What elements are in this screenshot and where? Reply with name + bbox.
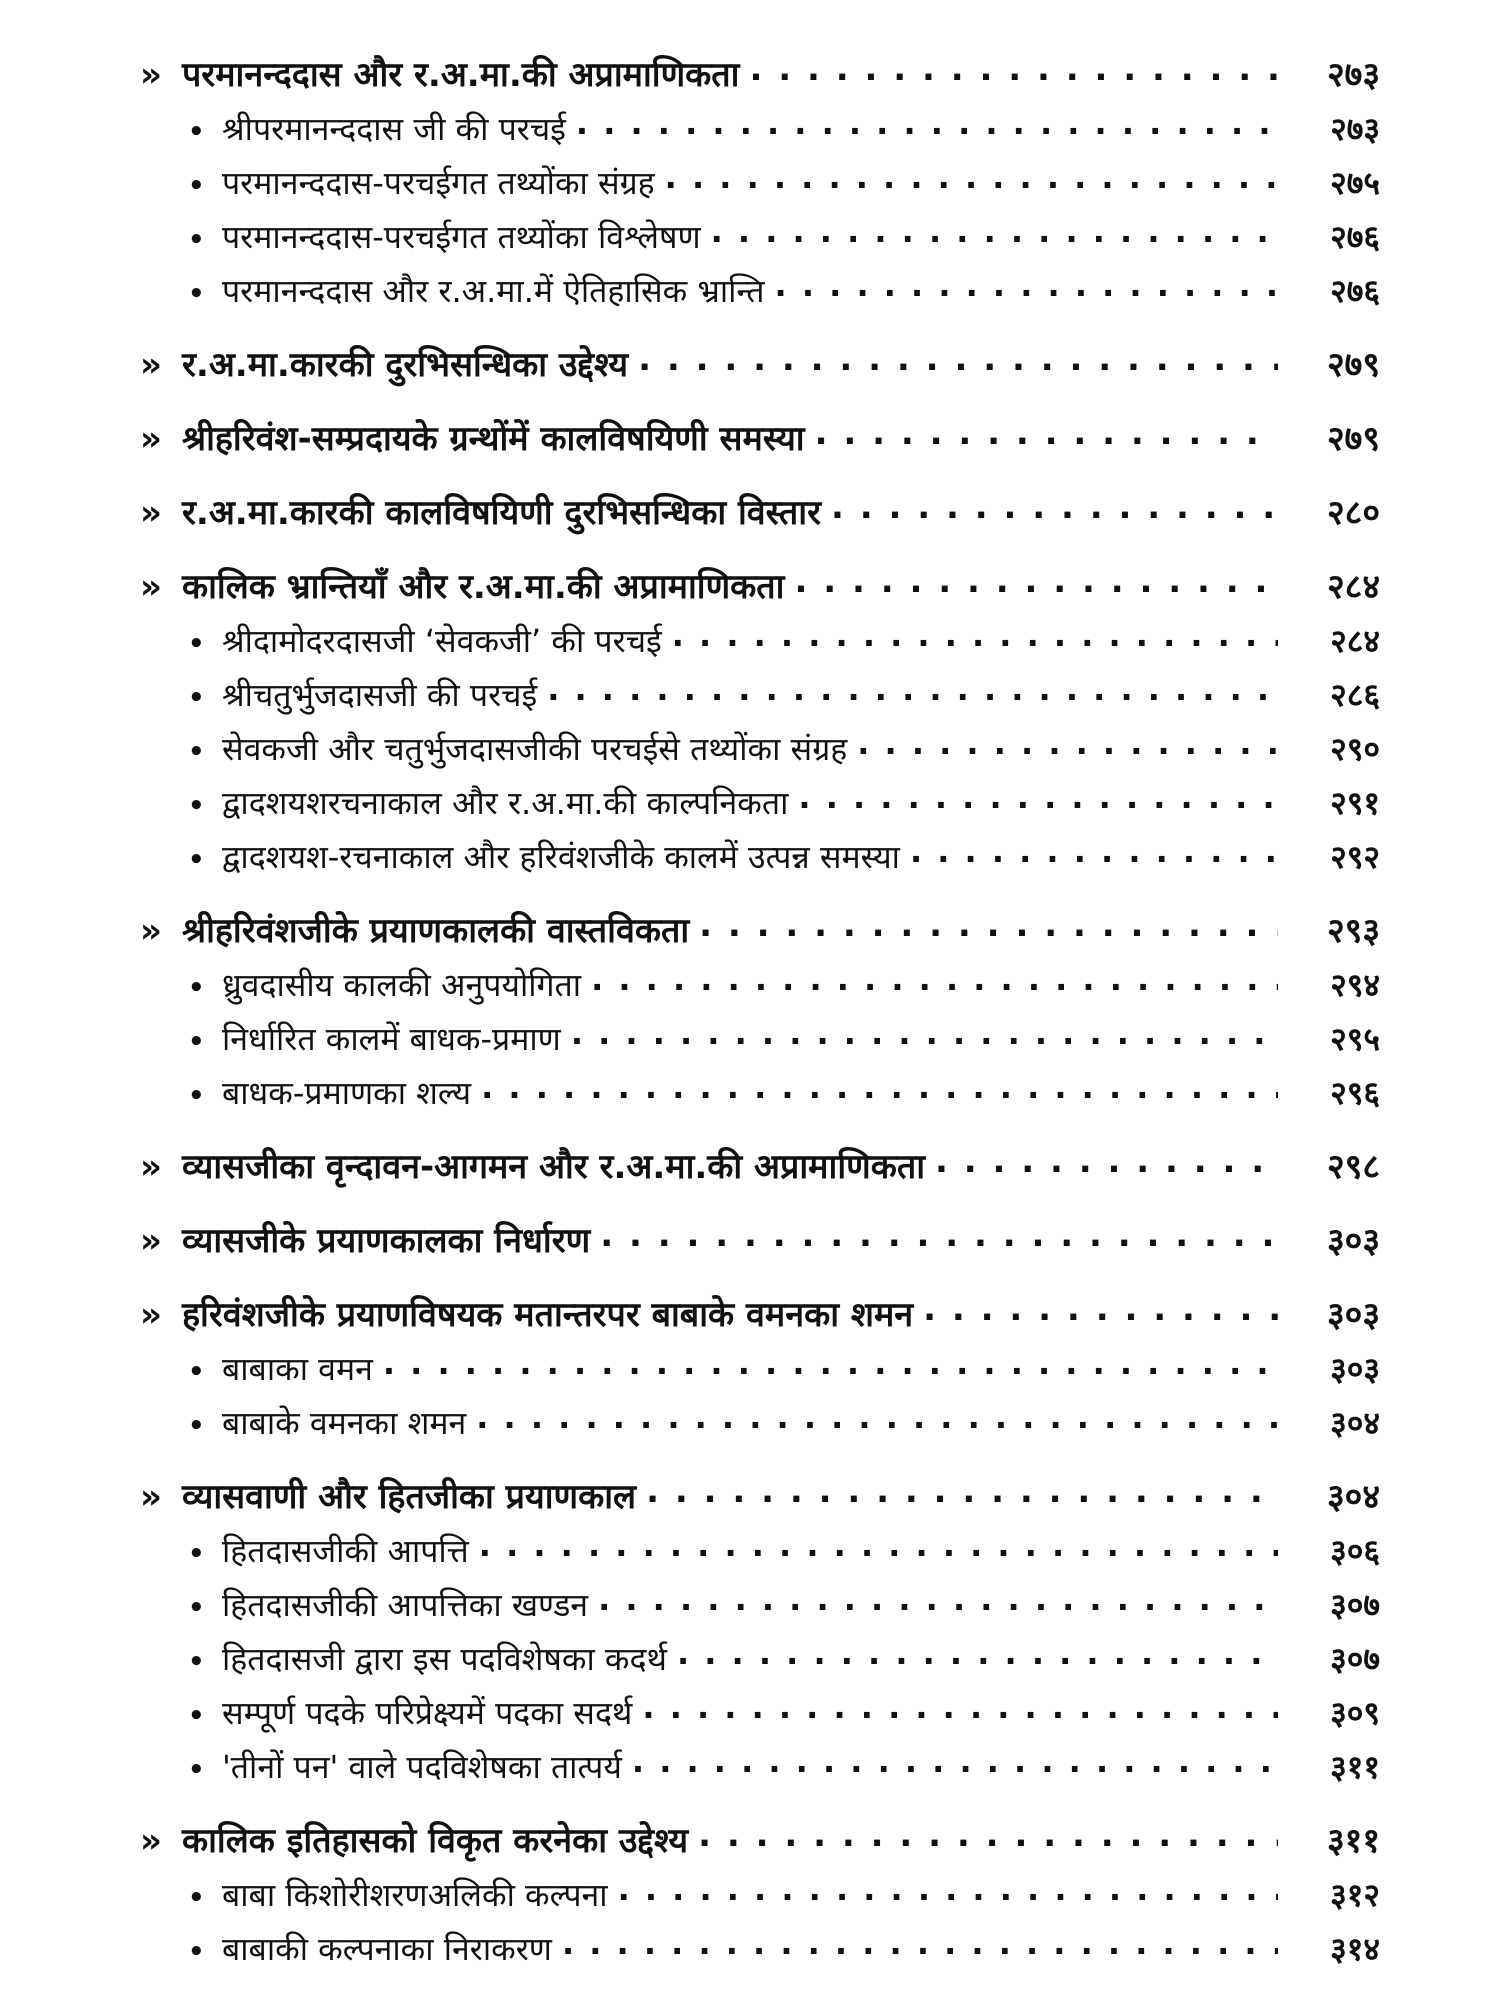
toc-entry-main bbox=[140, 1814, 1380, 1868]
toc-page-number: ३०६ bbox=[1330, 1532, 1380, 1570]
toc-subentry-title: द्वादशयशरचनाकाल और र.अ.मा.की काल्पनिकता bbox=[222, 784, 789, 822]
toc-page-number: २८० bbox=[1326, 493, 1380, 533]
bullet-icon: • bbox=[188, 683, 205, 713]
dot-leader bbox=[677, 1626, 1278, 1680]
dot-leader bbox=[935, 1134, 1278, 1188]
toc-entry-sub bbox=[140, 1012, 1380, 1066]
dot-leader bbox=[910, 824, 1278, 878]
toc-entry-sub bbox=[140, 264, 1380, 318]
toc-subentry-title: बाधक-प्रमाणका शल्य bbox=[222, 1074, 472, 1112]
toc-page-number: २७६ bbox=[1330, 218, 1380, 256]
bullet-icon: • bbox=[188, 845, 205, 875]
dot-leader bbox=[698, 1808, 1278, 1862]
dot-leader bbox=[618, 1862, 1278, 1916]
bullet-icon: • bbox=[188, 225, 205, 255]
toc-subentry-title: श्रीचतुर्भुजदासजी की परचई bbox=[222, 676, 538, 714]
bullet-icon: • bbox=[188, 1081, 205, 1111]
toc-page-number: २९२ bbox=[1330, 838, 1380, 876]
bullet-icon: • bbox=[188, 973, 205, 1003]
double-chevron-icon: » bbox=[140, 345, 162, 385]
double-chevron-icon: » bbox=[140, 1221, 162, 1261]
toc-entry-main bbox=[140, 560, 1380, 614]
toc-page-number: ३०३ bbox=[1330, 1350, 1380, 1388]
toc-entry-main bbox=[140, 1470, 1380, 1524]
toc-entry-main bbox=[140, 1214, 1380, 1268]
dot-leader bbox=[711, 204, 1278, 258]
toc-entry-main bbox=[140, 48, 1380, 102]
toc-entry-title: र.अ.मा.कारकी दुरभिसन्धिका उद्देश्य bbox=[182, 345, 629, 385]
toc-page-number: ३०९ bbox=[1330, 1694, 1380, 1732]
dot-leader bbox=[571, 1006, 1278, 1060]
dot-leader bbox=[476, 1390, 1278, 1444]
toc-page-number: २९३ bbox=[1326, 911, 1380, 951]
toc-subentry-title: बाबा किशोरीशरणअलिकी कल्पना bbox=[222, 1876, 608, 1914]
toc-entry-main bbox=[140, 1288, 1380, 1342]
toc-section bbox=[140, 1214, 1380, 1268]
double-chevron-icon: » bbox=[140, 419, 162, 459]
toc-entry-title: व्यासजीका वृन्दावन-आगमन और र.अ.मा.की अप्रामाणिकता bbox=[182, 1147, 926, 1187]
bullet-icon: • bbox=[188, 171, 205, 201]
toc-entry-sub bbox=[140, 210, 1380, 264]
toc-subentry-title: ध्रुवदासीय कालकी अनुपयोगिता bbox=[222, 966, 582, 1004]
toc-entry-sub bbox=[140, 830, 1380, 884]
toc-subentry-title: बाबाकी कल्पनाका निराकरण bbox=[222, 1930, 552, 1968]
toc-subentry-title: हितदासजीकी आपत्ति bbox=[222, 1532, 469, 1570]
toc-page-number: ३०७ bbox=[1330, 1586, 1380, 1624]
double-chevron-icon: » bbox=[140, 1147, 162, 1187]
toc-section bbox=[140, 1140, 1380, 1194]
toc-subentry-title: श्रीदामोदरदासजी ‘सेवकजी’ की परचई bbox=[222, 622, 662, 660]
bullet-icon: • bbox=[188, 1593, 205, 1623]
toc-page-number: २९० bbox=[1330, 730, 1380, 768]
dot-leader bbox=[591, 952, 1278, 1006]
toc-subentry-title: बाबाके वमनका शमन bbox=[222, 1404, 467, 1442]
toc-entry-sub bbox=[140, 1066, 1380, 1120]
bullet-icon: • bbox=[188, 1411, 205, 1441]
bullet-icon: • bbox=[188, 279, 205, 309]
toc-section bbox=[140, 1288, 1380, 1450]
bullet-icon: • bbox=[188, 1937, 205, 1967]
dot-leader bbox=[576, 96, 1278, 150]
toc-section bbox=[140, 486, 1380, 540]
toc-subentry-title: श्रीपरमानन्ददास जी की परचई bbox=[222, 110, 566, 148]
toc-subentries bbox=[140, 958, 1380, 1120]
toc-entry-sub bbox=[140, 1922, 1380, 1976]
dot-leader bbox=[699, 898, 1278, 952]
dot-leader bbox=[642, 1680, 1278, 1734]
toc-subentry-title: निर्धारित कालमें बाधक-प्रमाण bbox=[222, 1020, 561, 1058]
toc-section bbox=[140, 1814, 1380, 1976]
toc-entry-sub bbox=[140, 1868, 1380, 1922]
bullet-icon: • bbox=[188, 117, 205, 147]
toc-section bbox=[140, 560, 1380, 884]
toc-page-number: २९८ bbox=[1326, 1147, 1380, 1187]
toc-entry-title: कालिक भ्रान्तियाँ और र.अ.मा.की अप्रामाणिकता bbox=[182, 567, 785, 607]
toc-subentry-title: परमानन्ददास-परचईगत तथ्योंका संग्रह bbox=[222, 164, 655, 202]
toc-entry-sub bbox=[140, 102, 1380, 156]
double-chevron-icon: » bbox=[140, 567, 162, 607]
dot-leader bbox=[794, 554, 1278, 608]
toc-section bbox=[140, 904, 1380, 1120]
toc-page-number: ३११ bbox=[1326, 1821, 1380, 1861]
bullet-icon: • bbox=[188, 629, 205, 659]
dot-leader bbox=[598, 1572, 1278, 1626]
toc-entry-sub bbox=[140, 1396, 1380, 1450]
toc-subentries bbox=[140, 1342, 1380, 1450]
toc-entry-sub bbox=[140, 1740, 1380, 1794]
table-of-contents bbox=[140, 48, 1380, 1996]
toc-entry-main bbox=[140, 1140, 1380, 1194]
double-chevron-icon: » bbox=[140, 1821, 162, 1861]
toc-subentry-title: हितदासजीकी आपत्तिका खण्डन bbox=[222, 1586, 589, 1624]
toc-entry-title: र.अ.मा.कारकी कालविषयिणी दुरभिसन्धिका विस्तार bbox=[182, 493, 821, 533]
toc-section bbox=[140, 338, 1380, 392]
toc-page-number: ३०३ bbox=[1326, 1221, 1380, 1261]
toc-entry-sub bbox=[140, 614, 1380, 668]
toc-entry-sub bbox=[140, 776, 1380, 830]
bullet-icon: • bbox=[188, 1701, 205, 1731]
toc-section bbox=[140, 48, 1380, 318]
dot-leader bbox=[665, 150, 1278, 204]
toc-page-number: ३०४ bbox=[1330, 1404, 1380, 1442]
toc-subentry-title: सम्पूर्ण पदके परिप्रेक्ष्यमें पदका सदर्थ bbox=[222, 1694, 633, 1732]
dot-leader bbox=[815, 406, 1278, 460]
toc-page-number: ३०३ bbox=[1326, 1295, 1380, 1335]
dot-leader bbox=[923, 1282, 1278, 1336]
toc-entry-sub bbox=[140, 1632, 1380, 1686]
toc-entry-sub bbox=[140, 1342, 1380, 1396]
dot-leader bbox=[646, 1464, 1278, 1518]
bullet-icon: • bbox=[188, 791, 205, 821]
bullet-icon: • bbox=[188, 737, 205, 767]
double-chevron-icon: » bbox=[140, 493, 162, 533]
toc-page-number: ३११ bbox=[1330, 1748, 1380, 1786]
toc-entry-sub bbox=[140, 958, 1380, 1012]
toc-page-number: ३०७ bbox=[1330, 1640, 1380, 1678]
toc-page-number: २७३ bbox=[1326, 55, 1380, 95]
dot-leader bbox=[383, 1336, 1278, 1390]
double-chevron-icon: » bbox=[140, 911, 162, 951]
toc-entry-sub bbox=[140, 668, 1380, 722]
dot-leader bbox=[798, 770, 1278, 824]
toc-entry-title: व्यासजीके प्रयाणकालका निर्धारण bbox=[182, 1221, 591, 1261]
toc-entry-sub bbox=[140, 1524, 1380, 1578]
toc-subentry-title: सेवकजी और चतुर्भुजदासजीकी परचईसे तथ्योंका संग्रह bbox=[222, 730, 848, 768]
dot-leader bbox=[749, 42, 1278, 96]
toc-entry-sub bbox=[140, 1578, 1380, 1632]
toc-subentries bbox=[140, 102, 1380, 318]
toc-page-number: ३०४ bbox=[1326, 1477, 1380, 1517]
bullet-icon: • bbox=[188, 1357, 205, 1387]
toc-entry-title: परमानन्ददास और र.अ.मा.की अप्रामाणिकता bbox=[182, 55, 740, 95]
toc-page-number: २९१ bbox=[1330, 784, 1380, 822]
toc-entry-main bbox=[140, 412, 1380, 466]
double-chevron-icon: » bbox=[140, 1477, 162, 1517]
dot-leader bbox=[562, 1916, 1278, 1970]
toc-page-number: २९६ bbox=[1330, 1074, 1380, 1112]
toc-subentry-title: परमानन्ददास-परचईगत तथ्योंका विश्लेषण bbox=[222, 218, 701, 256]
toc-page-number: २७३ bbox=[1330, 110, 1380, 148]
toc-entry-sub bbox=[140, 1686, 1380, 1740]
toc-page-number: ३१४ bbox=[1330, 1930, 1380, 1968]
toc-entry-main bbox=[140, 904, 1380, 958]
toc-subentry-title: द्वादशयश-रचनाकाल और हरिवंशजीके कालमें उत्पन्न समस्या bbox=[222, 838, 900, 876]
toc-section bbox=[140, 1470, 1380, 1794]
bullet-icon: • bbox=[188, 1883, 205, 1913]
double-chevron-icon: » bbox=[140, 1295, 162, 1335]
toc-entry-main bbox=[140, 486, 1380, 540]
toc-page-number: २७९ bbox=[1326, 345, 1380, 385]
dot-leader bbox=[775, 258, 1278, 312]
dot-leader bbox=[672, 608, 1278, 662]
dot-leader bbox=[638, 332, 1278, 386]
toc-subentry-title: 'तीनों पन' वाले पदविशेषका तात्पर्य bbox=[222, 1748, 622, 1786]
toc-entry-title: श्रीहरिवंश-सम्प्रदायके ग्रन्थोंमें कालविषयिणी समस्या bbox=[182, 419, 805, 459]
toc-entry-sub bbox=[140, 156, 1380, 210]
bullet-icon: • bbox=[188, 1647, 205, 1677]
dot-leader bbox=[479, 1518, 1278, 1572]
bullet-icon: • bbox=[188, 1755, 205, 1785]
toc-subentry-title: परमानन्ददास और र.अ.मा.में ऐतिहासिक भ्रान्ति bbox=[222, 272, 765, 310]
dot-leader bbox=[857, 716, 1278, 770]
toc-entry-main bbox=[140, 338, 1380, 392]
dot-leader bbox=[831, 480, 1278, 534]
toc-page-number: २८४ bbox=[1330, 622, 1380, 660]
toc-subentries bbox=[140, 1524, 1380, 1794]
toc-entry-title: हरिवंशजीके प्रयाणविषयक मतान्तरपर बाबाके वमनका शमन bbox=[182, 1295, 914, 1335]
toc-page-number: २७९ bbox=[1326, 419, 1380, 459]
toc-section bbox=[140, 412, 1380, 466]
toc-page-number: २७६ bbox=[1330, 272, 1380, 310]
toc-subentries bbox=[140, 614, 1380, 884]
dot-leader bbox=[632, 1734, 1278, 1788]
toc-subentry-title: बाबाका वमन bbox=[222, 1350, 373, 1388]
bullet-icon: • bbox=[188, 1027, 205, 1057]
toc-page-number: २९५ bbox=[1330, 1020, 1380, 1058]
toc-page-number: २८६ bbox=[1330, 676, 1380, 714]
dot-leader bbox=[600, 1208, 1278, 1262]
toc-subentry-title: हितदासजी द्वारा इस पदविशेषका कदर्थ bbox=[222, 1640, 667, 1678]
toc-entry-title: श्रीहरिवंशजीके प्रयाणकालकी वास्तविकता bbox=[182, 911, 690, 951]
toc-entry-title: कालिक इतिहासको विकृत करनेका उद्देश्य bbox=[182, 1821, 689, 1861]
toc-page-number: ३१२ bbox=[1330, 1876, 1380, 1914]
double-chevron-icon: » bbox=[140, 55, 162, 95]
toc-entry-title: व्यासवाणी और हितजीका प्रयाणकाल bbox=[182, 1477, 637, 1517]
toc-subentries bbox=[140, 1868, 1380, 1976]
bullet-icon: • bbox=[188, 1539, 205, 1569]
toc-page-number: २८४ bbox=[1326, 567, 1380, 607]
toc-page-number: २७५ bbox=[1330, 164, 1380, 202]
toc-entry-sub bbox=[140, 722, 1380, 776]
toc-page-number: २९४ bbox=[1330, 966, 1380, 1004]
dot-leader bbox=[547, 662, 1278, 716]
dot-leader bbox=[481, 1060, 1278, 1114]
